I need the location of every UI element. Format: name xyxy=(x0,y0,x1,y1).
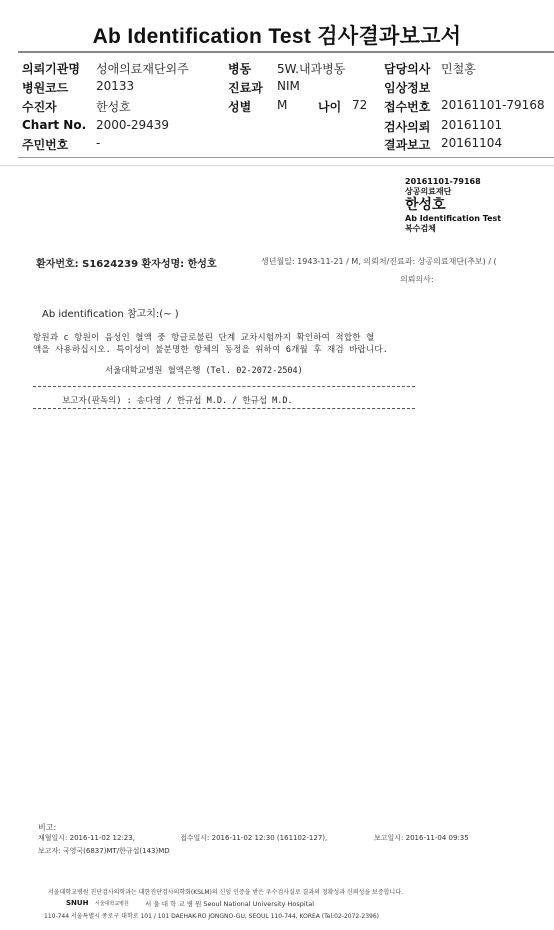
reporters-codes: 보고자: 국영국(6837)MT/한규섭(143)MD xyxy=(38,847,170,855)
value-accession-number: 20161101-79168 xyxy=(441,98,545,112)
doctor-label: 의뢰의사: xyxy=(400,275,434,284)
received-time: 접수일시: 2016-11-02 12:30 (161102-127), xyxy=(180,834,328,842)
value-department: NIM xyxy=(277,79,300,93)
value-sex: M xyxy=(277,98,288,112)
value-resident-number: - xyxy=(96,136,101,150)
specimen-label xyxy=(405,177,501,234)
label-accession-number: 접수번호 xyxy=(384,100,431,114)
title-divider xyxy=(18,51,554,53)
label-requesting-institution: 의뢰기관명 xyxy=(22,62,80,76)
specimen-test: Ab Identification Test xyxy=(405,214,502,223)
label-test-requested: 검사의뢰 xyxy=(384,120,431,134)
label-age: 나이 xyxy=(318,100,342,114)
label-resident-number: 주민번호 xyxy=(22,138,69,152)
label-chart-no: Chart No. xyxy=(22,118,87,132)
value-result-reported: 20161104 xyxy=(441,136,503,150)
hospital-name: 서 울 대 학 교 병 원 Seoul National University Hospital xyxy=(145,900,315,908)
remark-label: 비고: xyxy=(38,823,57,832)
value-chart-no: 2000-29439 xyxy=(96,118,170,132)
hospital-address: 110-744 서울특별시 종로구 대학로 101 / 101 DAEHAK-RO JONGNO-GU, SEOUL 110-744, KOREA (Tel:02-2072-2396) xyxy=(44,913,380,920)
report-title: Ab Identification Test 검사결과보고서 xyxy=(92,25,462,48)
label-result-reported: 결과보고 xyxy=(384,138,431,152)
value-attending-doctor: 민철홍 xyxy=(441,62,476,76)
label-patient-name: 수진자 xyxy=(22,100,57,114)
value-test-requested: 20161101 xyxy=(441,118,503,132)
value-requesting-institution: 성애의료재단외주 xyxy=(96,62,189,76)
scanned-report xyxy=(0,165,554,930)
value-ward: 5W.내과병동 xyxy=(277,62,346,76)
label-sex: 성별 xyxy=(228,100,252,114)
specimen-note: 복수검체 xyxy=(405,224,436,233)
hospital-logo: SNUH xyxy=(66,899,89,907)
hospital-logo-sub: 서울대학교병원 xyxy=(95,901,129,907)
value-patient-name: 한성호 xyxy=(96,100,131,114)
value-hospital-code: 20133 xyxy=(96,79,135,93)
certification-text: 서울대학교병원 진단검사의학과는 대한진단검사의학회(KSLM)의 신임 인증을 받은 우수검사실로 결과의 정확성과 신뢰성을 보증합니다. xyxy=(48,889,403,896)
specimen-patient-name: 한성호 xyxy=(405,197,446,213)
reporter-line: 보고자(판독의) : 송다영 / 한규섭 M.D. / 한규섭 M.D. xyxy=(62,396,293,406)
value-age: 72 xyxy=(352,98,368,112)
label-department: 진료과 xyxy=(228,81,263,95)
dashed-divider-top xyxy=(33,386,415,387)
collected-time: 채혈일시: 2016-11-02 12:23, xyxy=(38,834,135,842)
specimen-org: 상공의료재단 xyxy=(405,187,452,196)
blood-bank-contact: 서울대학교병원 혈액은행 (Tel. 02-2072-2504) xyxy=(105,366,303,376)
result-text-line-1: 항원과 c 항원이 음성인 혈액 중 항글로불린 단계 교차시험까지 확인하여 적합한 혈 xyxy=(33,333,375,343)
result-text-line-2: 액을 사용하십시오. 특이성이 불분명한 항체의 동정을 위하여 6개월 후 재검 바랍니다. xyxy=(33,345,389,355)
patient-detail-line: 생년월일: 1943-11-21 / M, 의뢰처/진료과: 상공의료재단(추보) / ( xyxy=(261,257,497,266)
patient-id-line: 환자번호: S1624239 환자성명: 한성호 xyxy=(36,259,217,270)
specimen-number: 20161101-79168 xyxy=(405,177,481,186)
label-attending-doctor: 담당의사 xyxy=(384,62,431,76)
reference-title: Ab identification 참고치:(~ ) xyxy=(42,309,179,320)
reported-time: 보고일시: 2016-11-04 09:35 xyxy=(374,834,469,842)
label-clinical-info: 임상정보 xyxy=(384,81,431,95)
label-ward: 병동 xyxy=(228,62,252,76)
label-hospital-code: 병원코드 xyxy=(22,81,69,95)
dashed-divider-bottom xyxy=(33,408,415,409)
header-divider xyxy=(18,157,554,158)
